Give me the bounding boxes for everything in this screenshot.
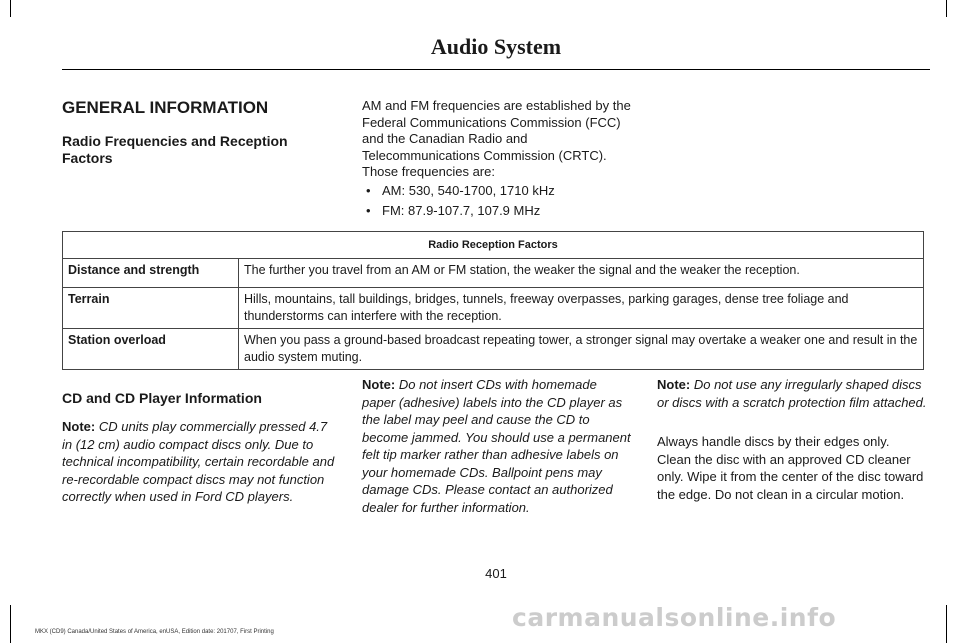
frequency-list <box>362 181 555 221</box>
row-label: Station overload <box>63 329 239 370</box>
section-title: GENERAL INFORMATION <box>62 98 269 117</box>
row-label: Terrain <box>63 288 239 329</box>
row-text: When you pass a ground-based broadcast repeating tower, a stronger signal may overtake a weaker one and result in the audio system muting. <box>239 329 924 370</box>
list-item: • FM: 87.9-107.7, 107.9 MHz <box>362 201 555 221</box>
disc-handling-paragraph: Always handle discs by their edges only. Clean the disc with an approved CD cleaner only. Wipe it from the center of the disc toward the edge. Do not clean in a circular motion. <box>657 434 924 502</box>
cd-note-1 <box>62 418 338 506</box>
cd-note-3 <box>657 376 927 411</box>
page-number: 401 <box>485 566 507 581</box>
subsection-title: Radio Frequencies and Reception Factors <box>62 133 288 166</box>
header-rule <box>62 69 930 70</box>
cd-section-title: CD and CD Player Information <box>62 390 262 406</box>
row-text: The further you travel from an AM or FM station, the weaker the signal and the weaker the reception. <box>239 259 924 288</box>
note-text: Do not insert CDs with homemade paper (adhesive) labels into the CD player as the label may peel and cause the CD to become jammed. You should use a permanent felt tip marker rather than adhesive labels on your homemade CDs. Ballpoint pens may damage CDs. Please contact an authorized dealer for further information. <box>362 377 631 515</box>
corner-mark-bottom-left <box>10 605 11 643</box>
table-row <box>63 259 924 288</box>
watermark: carmanualsonline.info <box>512 603 837 632</box>
row-label: Distance and strength <box>63 259 239 288</box>
table-title: Radio Reception Factors <box>63 232 924 259</box>
corner-mark-bottom-right <box>946 605 947 643</box>
footer-text: MKX (CD9) Canada/United States of America, enUSA, Edition date: 201707, First Printing <box>35 629 274 635</box>
page-header-title: Audio System <box>430 34 562 59</box>
reception-factors-table <box>62 231 924 370</box>
table-row <box>63 288 924 329</box>
table-row <box>63 329 924 370</box>
intro-paragraph: AM and FM frequencies are established by the Federal Communications Commission (FCC) and the Canadian Radio and Telecommunications Commission (CRTC). Those frequencies are: <box>362 98 631 179</box>
note-label: Note: <box>362 377 396 392</box>
cd-note-2 <box>362 376 632 516</box>
row-text: Hills, mountains, tall buildings, bridges, tunnels, freeway overpasses, parking garages, dense tree foliage and thunderstorms can interfere with the reception. <box>239 288 924 329</box>
note-text: Do not use any irregularly shaped discs or discs with a scratch protection film attached. <box>657 377 927 410</box>
list-item: • AM: 530, 540-1700, 1710 kHz <box>362 181 555 201</box>
note-label: Note: <box>657 377 691 392</box>
corner-mark-top-left <box>10 0 11 17</box>
corner-mark-top-right <box>946 0 947 17</box>
note-text: CD units play commercially pressed 4.7 in (12 cm) audio compact discs only. Due to technical incompatibility, certain recordable and re-recordable compact discs may not function correctly when used in Ford CD players. <box>62 419 335 504</box>
note-label: Note: <box>62 419 96 434</box>
